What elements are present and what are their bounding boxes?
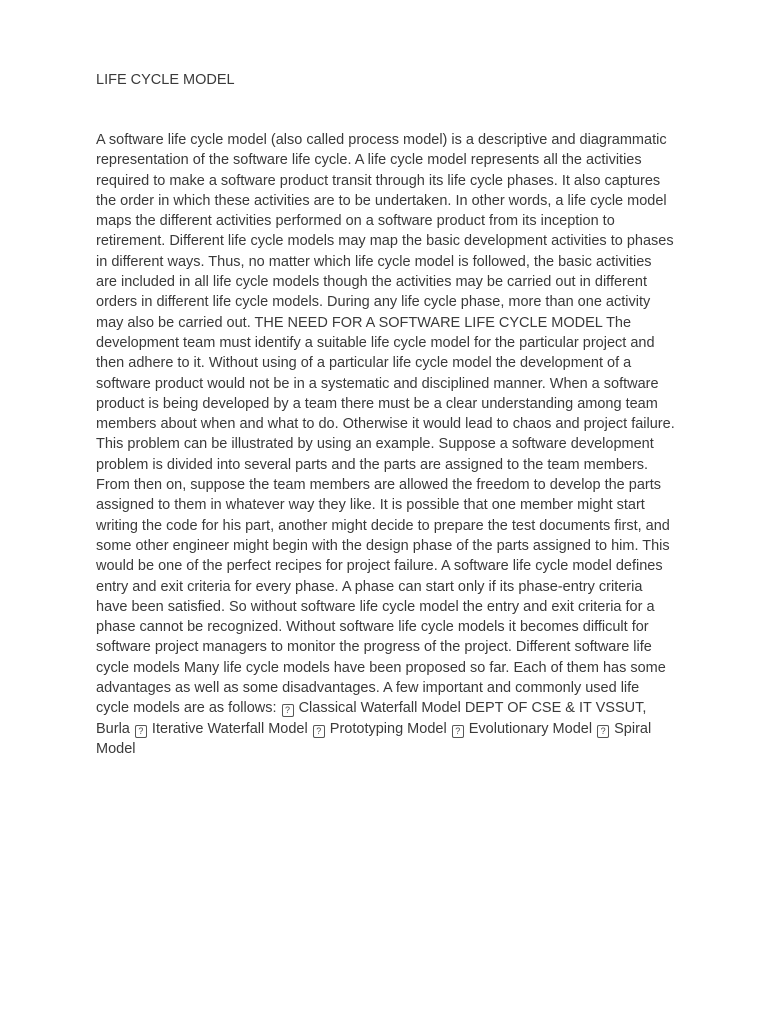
missing-glyph-icon: ?	[597, 725, 609, 738]
document-title: LIFE CYCLE MODEL	[96, 72, 235, 88]
missing-glyph-icon: ?	[135, 725, 147, 738]
model-item-2: Iterative Waterfall Model	[151, 720, 308, 737]
body-intro-text: A software life cycle model (also called process model) is a descriptive and diagrammatic representation of the software life cycle. A life cycle model represents all the activities required to make a software product transit through its life cycle phases. It also captures the order in which these activities are to be undertaken. In other words, a life cycle model maps the different activities performed on a software product from its inception to retirement. Different life cycle models may map the basic development activities to phases in different ways. Thus, no matter which life cycle model is followed, the basic activities are included in all life cycle models though the activities may be carried out in different orders in different life cycle models. During any life cycle phase, more than one activity may also be carried out. THE NEED FOR A SOFTWARE LIFE CYCLE MODEL The development team must identify a suitable life cycle model for the particular project and then adhere to it. Without using of a particular life cycle model the development of a software product would not be in a systematic and disciplined manner. When a software product is being developed by a team there must be a clear understanding among team members about when and what to do. Otherwise it would lead to chaos and project failure. This problem can be illustrated by using an example. Suppose a software development problem is divided into several parts and the parts are assigned to the team members. From then on, suppose the team members are allowed the freedom to develop the parts assigned to them in whatever way they like. It is possible that one member might start writing the code for his part, another might decide to prepare the test documents first, and some other engineer might begin with the design phase of the parts assigned to him. This would be one of the perfect recipes for project failure. A software life cycle model defines entry and exit criteria for every phase. A phase can start only if its phase-entry criteria have been satisfied. So without software life cycle model the entry and exit criteria for a phase cannot be recognized. Without software life cycle models it becomes difficult for software project managers to monitor the progress of the project. Different software life cycle models Many life cycle models have been proposed so far. Each of them has some advantages as well as some disadvantages. A few important and commonly used life cycle models are as follows:	[96, 132, 675, 717]
model-item-3: Prototyping Model	[329, 720, 447, 737]
missing-glyph-icon: ?	[313, 725, 325, 738]
missing-glyph-icon: ?	[452, 725, 464, 738]
document-page	[96, 70, 676, 759]
document-body	[96, 130, 676, 759]
model-item-5: Spiral Model	[96, 720, 652, 757]
model-item-4: Evolutionary Model	[468, 720, 593, 737]
missing-glyph-icon: ?	[282, 704, 294, 717]
model-item-1: Classical Waterfall Model DEPT OF CSE & IT VSSUT, Burla	[96, 700, 647, 737]
